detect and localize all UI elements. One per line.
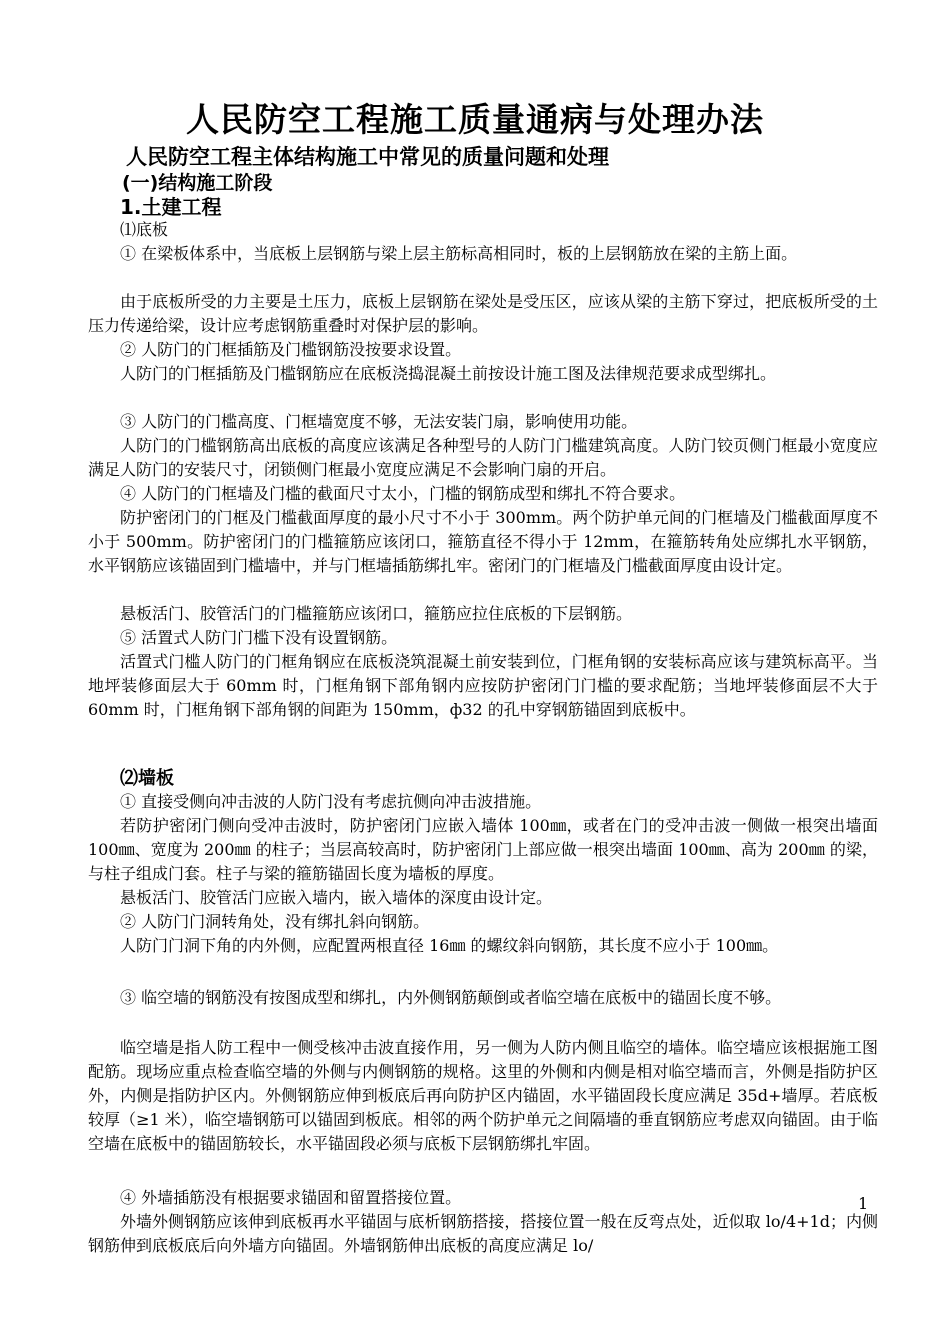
- paragraph: ⑤ 活置式人防门门槛下没有设置钢筋。: [120, 628, 398, 647]
- subsection-heading: (一)结构施工阶段: [122, 172, 273, 194]
- paragraph: 外墙外侧钢筋应该伸到底板再水平锚固与底析钢筋搭接，搭接位置一般在反弯点处，近似取 lo/4+1d；内侧钢筋伸到底板底后向外墙方向锚固。外墙钢筋伸出底板的高度应满足 lo/: [88, 1212, 878, 1255]
- subsection-heading: 1.土建工程: [120, 195, 222, 219]
- paragraph: 防护密闭门的门框及门槛截面厚度的最小尺寸不小于 300mm。两个防护单元间的门框墙及门槛截面厚度不小于 500mm。防护密闭门的门槛箍筋应该闭口，箍筋直径不得小于 12mm，在箍筋转角处应绑扎水平钢筋，水平钢筋应该锚固到门槛墙中，并与门框墙插筋绑扎牢。密闭门的门框墙及门槛截面厚度由设计定。: [88, 508, 878, 575]
- paragraph: ③ 临空墙的钢筋没有按图成型和绑扎，内外侧钢筋颠倒或者临空墙在底板中的锚固长度不够。: [120, 988, 782, 1007]
- item-label: ⑴底板: [120, 220, 169, 239]
- paragraph: 由于底板所受的力主要是土压力，底板上层钢筋在梁处是受压区，应该从梁的主筋下穿过，把底板所受的土压力传递给梁，设计应考虑钢筋重叠时对保护层的影响。: [88, 292, 878, 335]
- paragraph: 悬板活门、胶管活门的门槛箍筋应该闭口，箍筋应拉住底板的下层钢筋。: [120, 604, 633, 623]
- paragraph: 活置式门槛人防门的门框角钢应在底板浇筑混凝土前安装到位，门框角钢的安装标高应该与建筑标高平。当地坪装修面层大于 60mm 时，门框角钢下部角钢内应按防护密闭门门槛的要求配筋；当地坪装修面层不大于 60mm 时，门框角钢下部角钢的间距为 150mm，ф32 的孔中穿钢筋锚固到底板中。: [88, 652, 878, 719]
- page-number: 1: [858, 1194, 869, 1213]
- paragraph: 人防门的门槛钢筋高出底板的高度应该满足各种型号的人防门门槛建筑高度。人防门铰页侧门框最小宽度应满足人防门的安装尺寸，闭锁侧门框最小宽度应满足不会影响门扇的开启。: [88, 436, 878, 479]
- paragraph: ④ 人防门的门框墙及门槛的截面尺寸太小，门槛的钢筋成型和绑扎不符合要求。: [120, 484, 686, 503]
- paragraph: 人防门门洞下角的内外侧，应配置两根直径 16㎜ 的螺纹斜向钢筋，其长度不应小于 100㎜。: [120, 936, 779, 955]
- paragraph: ② 人防门的门框插筋及门槛钢筋没按要求设置。: [120, 340, 462, 359]
- paragraph: 临空墙是指人防工程中一侧受核冲击波直接作用，另一侧为人防内侧且临空的墙体。临空墙应该根据施工图配筋。现场应重点检查临空墙的外侧与内侧钢筋的规格。这里的外侧和内侧是相对临空墙而言，外侧是指防护区外，内侧是指防护区内。外侧钢筋应伸到板底后再向防护区内锚固，水平锚固段长度应满足 35d+墙厚。若底板较厚（≥1 米），临空墙钢筋可以锚固到板底。相邻的两个防护单元之间隔墙的垂直钢筋应考虑双向锚固。由于临空墙在底板中的锚固筋较长，水平锚固段必须与底板下层钢筋绑扎牢固。: [88, 1038, 878, 1153]
- subsection-heading: ⑵墙板: [120, 768, 174, 789]
- paragraph: ① 直接受侧向冲击波的人防门没有考虑抗侧向冲击波措施。: [120, 792, 542, 811]
- paragraph: 若防护密闭门侧向受冲击波时，防护密闭门应嵌入墙体 100㎜，或者在门的受冲击波一侧做一根突出墙面 100㎜、宽度为 200㎜ 的柱子；当层高较高时，防护密闭门上部应做一根突出墙面 100㎜、高为 200㎜ 的梁，与柱子组成门套。柱子与梁的箍筋锚固长度为墙板的厚度。: [88, 816, 878, 883]
- paragraph: 人防门的门框插筋及门槛钢筋应在底板浇捣混凝土前按设计施工图及法律规范要求成型绑扎。: [120, 364, 777, 383]
- paragraph: ④ 外墙插筋没有根据要求锚固和留置搭接位置。: [120, 1188, 462, 1207]
- paragraph: ② 人防门门洞转角处，没有绑扎斜向钢筋。: [120, 912, 430, 931]
- paragraph: 悬板活门、胶管活门应嵌入墙内，嵌入墙体的深度由设计定。: [120, 888, 553, 907]
- section-heading: 人民防空工程主体结构施工中常见的质量问题和处理: [126, 145, 609, 169]
- paragraph: ① 在梁板体系中，当底板上层钢筋与梁上层主筋标高相同时，板的上层钢筋放在梁的主筋上面。: [120, 244, 798, 263]
- paragraph: ③ 人防门的门槛高度、门框墙宽度不够，无法安装门扇，影响使用功能。: [120, 412, 638, 431]
- document-title: 人民防空工程施工质量通病与处理办法: [186, 100, 764, 139]
